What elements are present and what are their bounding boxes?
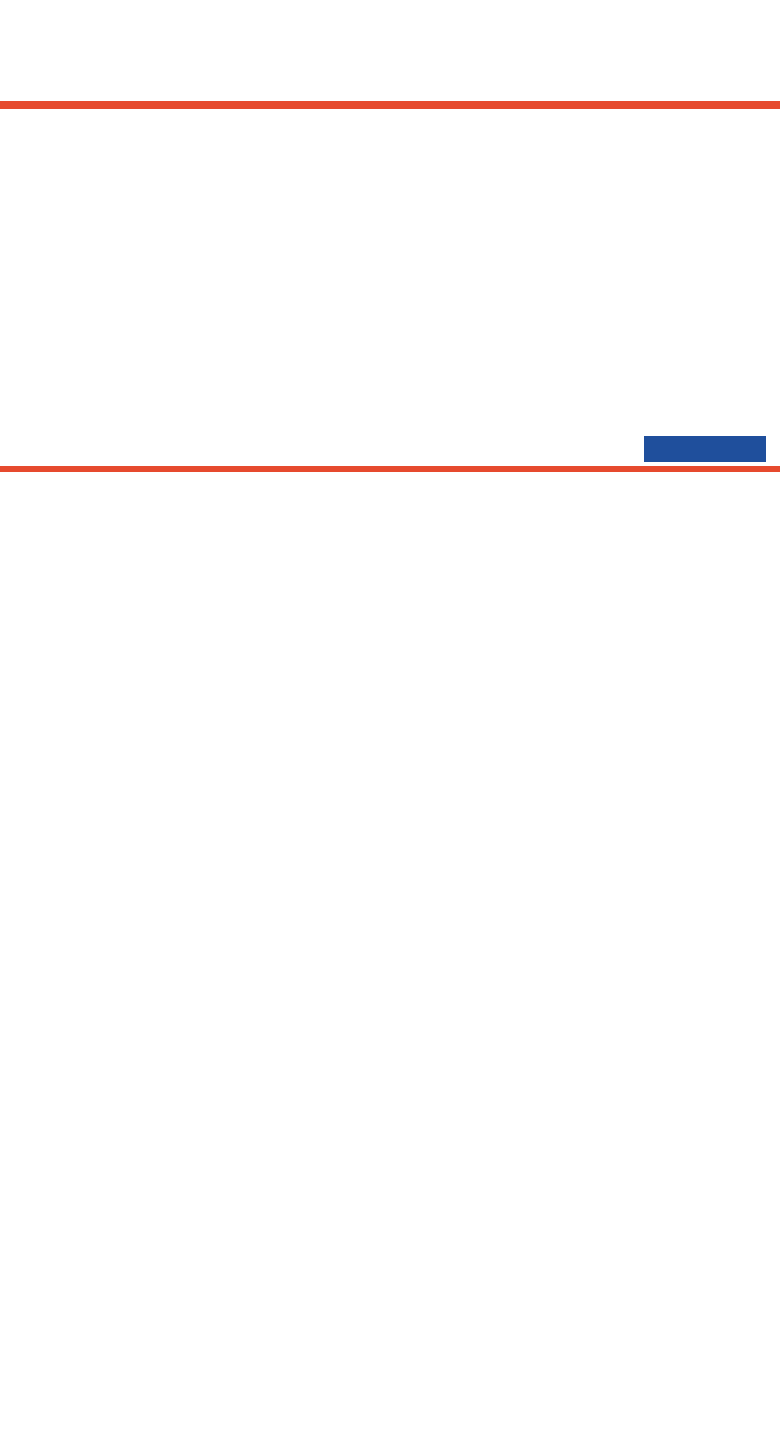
ministries-table xyxy=(0,472,780,1317)
brand-logo xyxy=(644,436,766,462)
ministry-count-chart xyxy=(0,112,780,432)
divider-top xyxy=(0,101,780,109)
